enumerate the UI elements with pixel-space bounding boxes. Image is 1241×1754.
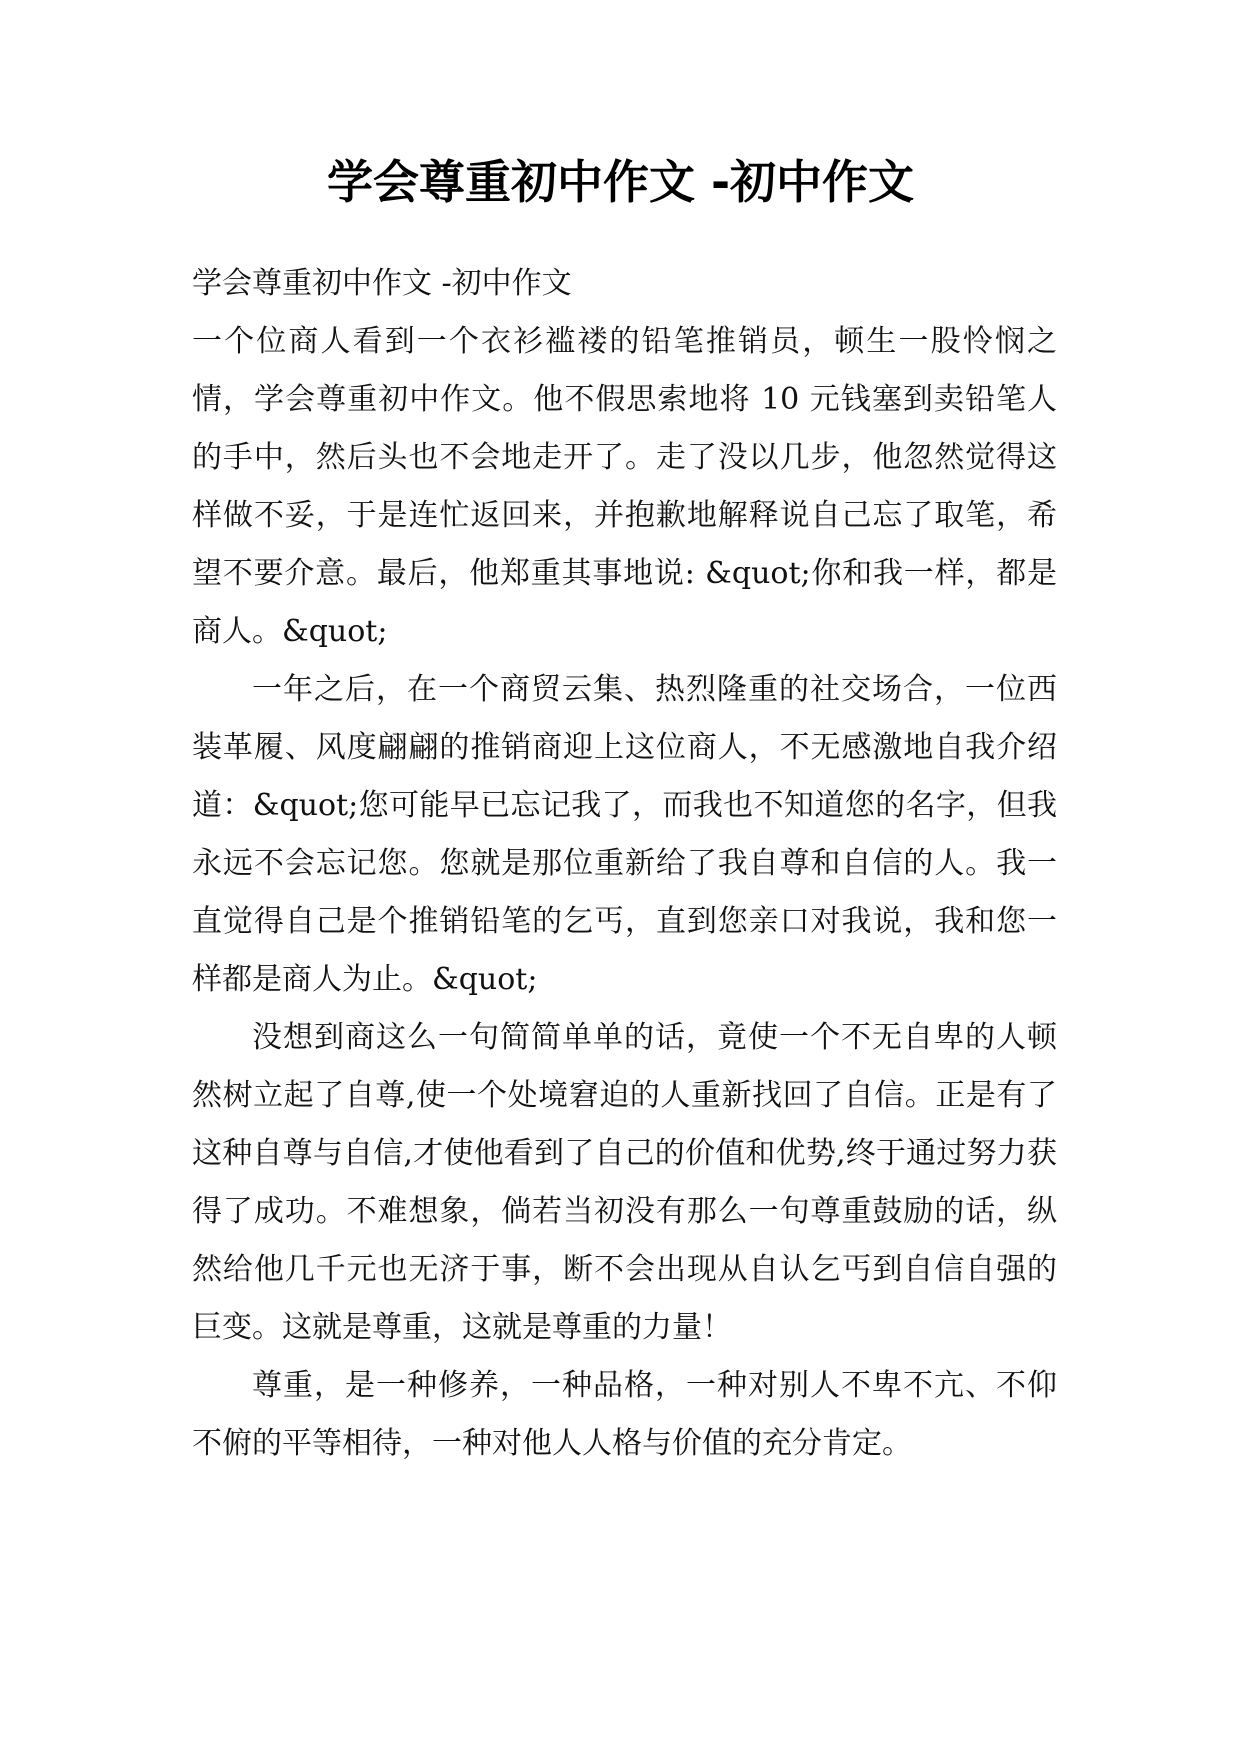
paragraph-2: 一年之后，在一个商贸云集、热烈隆重的社交场合，一位西装革履、风度翩翩的推销商迎上这位商人，不无感激地自我介绍道：&quot;您可能早已忘记我了，而我也不知道您的名字，但我永远不会忘记您。您就是那位重新给了我自尊和自信的人。我一直觉得自己是个推销铅笔的乞丐，直到您亲口对我说，我和您一样都是商人为止。&quot; <box>192 672 1057 997</box>
document-body <box>192 255 1057 1473</box>
paragraph-3: 没想到商这么一句简简单单的话，竟使一个不无自卑的人顿然树立起了自尊,使一个处境窘迫的人重新找回了自信。正是有了这种自尊与自信,才使他看到了自己的价值和优势,终于通过努力获得了成功。不难想象，倘若当初没有那么一句尊重鼓励的话，纵然给他几千元也无济于事，断不会出现从自认乞丐到自信自强的巨变。这就是尊重，这就是尊重的力量！ <box>192 1020 1057 1345</box>
paragraph-1: 一个位商人看到一个衣衫褴褛的铅笔推销员，顿生一股怜悯之情，学会尊重初中作文。他不假思索地将 10 元钱塞到卖铅笔人的手中，然后头也不会地走开了。走了没以几步，他忽然觉得这样做不妥，于是连忙返回来，并抱歉地解释说自己忘了取笔，希望不要介意。最后，他郑重其事地说: &quot;你和我一样，都是商人。&quot; <box>192 324 1057 649</box>
paragraph-4: 尊重，是一种修养，一种品格，一种对别人不卑不亢、不仰不俯的平等相待，一种对他人人格与价值的充分肯定。 <box>192 1368 1057 1461</box>
subtitle-line: 学会尊重初中作文 -初中作文 <box>192 266 572 301</box>
document-title: 学会尊重初中作文 -初中作文 <box>326 155 915 209</box>
